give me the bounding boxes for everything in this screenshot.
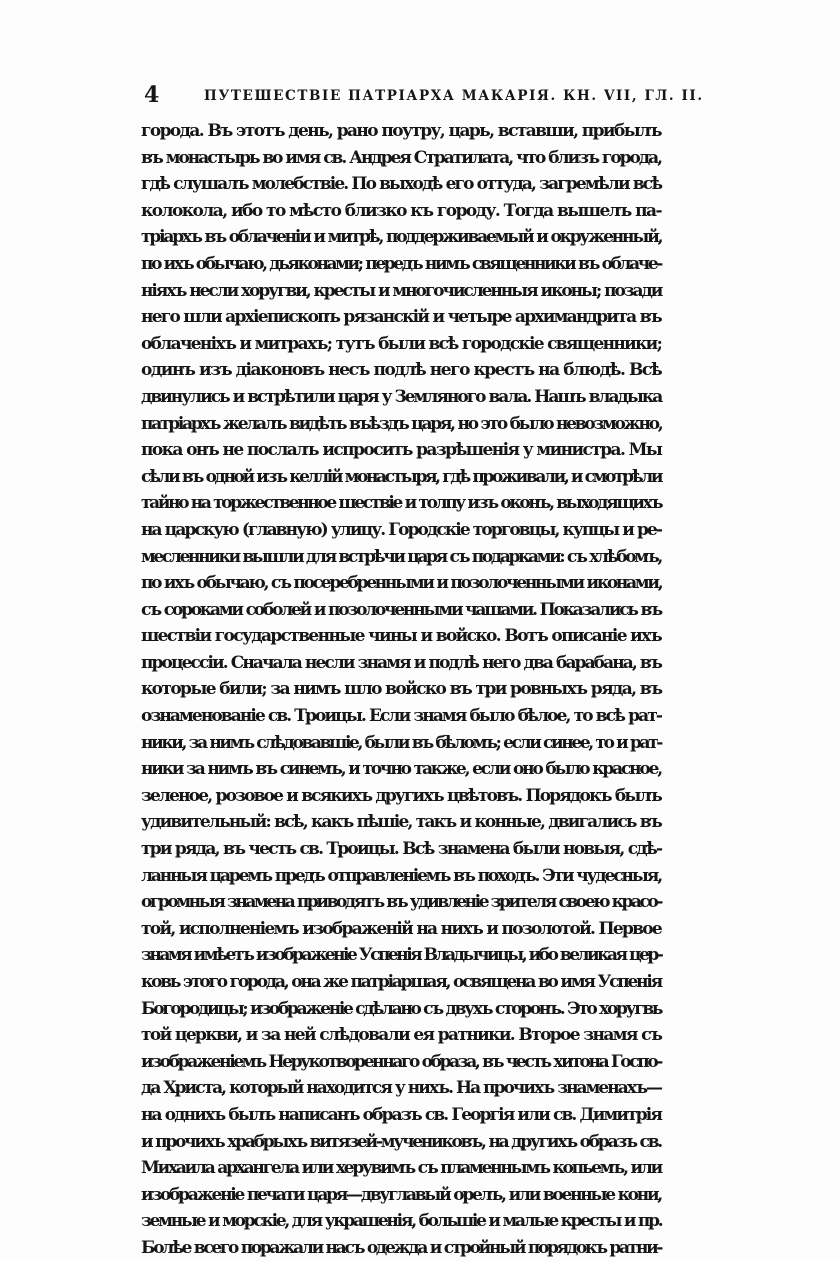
text-line: на однихъ былъ написанъ образъ св. Георгія или св. Димитрія bbox=[141, 1104, 661, 1125]
text-line: гдѣ слушалъ молебствіе. По выходѣ его оттуда, загремѣли всѣ bbox=[141, 174, 662, 195]
text-line: три ряда, въ честь св. Троицы. Всѣ знамена были новыя, сдѣ- bbox=[141, 839, 662, 860]
text-line: ніяхъ несли хоругви, кресты и многочисленныя иконы; позади bbox=[141, 280, 662, 301]
text-line: облаченіхъ и митрахъ; тутъ были всѣ городскіе священники; bbox=[141, 333, 662, 354]
text-line: Богородицы; изображеніе сдѣлано съ двухъ сторонъ. Это хоругвь bbox=[141, 998, 662, 1019]
text-line: изображеніемъ Нерукотвореннаго образа, въ честь хитона Госпо- bbox=[141, 1051, 661, 1072]
body-text bbox=[141, 118, 661, 1262]
text-line: пока онъ не послалъ испросить разрѣшенія у министра. Мы bbox=[141, 440, 662, 461]
text-line: съ сороками соболей и позолоченными чашами. Показались въ bbox=[141, 599, 661, 620]
text-line: удивительный: всѣ, какъ пѣшіе, такъ и конные, двигались въ bbox=[141, 812, 661, 833]
text-line: одинъ изъ діаконовъ несъ подлѣ него крестъ на блюдѣ. Всѣ bbox=[141, 360, 662, 381]
text-line: въ монастырь во имя св. Андрея Стратилата, что близъ города, bbox=[141, 147, 662, 168]
text-line: патріархъ желалъ видѣть въѣздъ царя, но это было невозможно, bbox=[141, 413, 662, 434]
page-header bbox=[144, 82, 704, 110]
text-line: земные и морскіе, для украшенія, большіе и малые кресты и пр. bbox=[141, 1211, 662, 1232]
text-line: по ихъ обычаю, дьяконами; передъ нимъ священники въ облаче- bbox=[141, 253, 661, 274]
text-line: него шли архіепископъ рязанскій и четыре архимандрита въ bbox=[141, 307, 661, 328]
text-line: на царскую (главную) улицу. Городскіе торговцы, купцы и ре- bbox=[141, 519, 662, 540]
text-line: шествіи государственные чины и войско. Вотъ описаніе ихъ bbox=[141, 626, 662, 647]
text-line: Михаила архангела или херувимъ съ пламеннымъ копьемъ, или bbox=[141, 1158, 661, 1179]
text-line: тайно на торжественное шествіе и толпу изъ оконъ, выходящихъ bbox=[141, 493, 662, 514]
text-line: двинулись и встрѣтили царя у Земляного вала. Нашъ владыка bbox=[141, 386, 662, 407]
text-line: месленники вышли для встрѣчи царя съ подарками: съ хлѣбомъ, bbox=[141, 546, 661, 567]
text-line: ознаменованіе св. Троицы. Если знамя было бѣлое, то всѣ рат- bbox=[141, 706, 661, 727]
text-line: которые били; за нимъ шло войско въ три ровныхъ ряда, въ bbox=[141, 679, 662, 700]
text-line: по ихъ обычаю, съ посеребренными и позолоченными иконами, bbox=[141, 573, 662, 594]
text-line: да Христа, который находится у нихъ. На прочихъ знаменахъ— bbox=[141, 1078, 662, 1099]
text-line: процессіи. Сначала несли знамя и подлѣ него два барабана, въ bbox=[141, 652, 661, 673]
text-line: и прочихъ храбрыхъ витязей-мучениковъ, на другихъ образъ св. bbox=[141, 1131, 661, 1152]
text-line: ланныя царемъ предъ отправленіемъ въ походъ. Эти чудесныя, bbox=[141, 865, 661, 886]
text-line: изображеніе печати царя—двуглавый орелъ, или военные кони, bbox=[141, 1184, 661, 1205]
running-title: ПУТЕШЕСТВІЕ ПАТРІАРХА МАКАРІЯ. КН. VII, ГЛ. II. bbox=[204, 88, 704, 104]
text-line: ники, за нимъ слѣдовавшіе, были въ бѣломъ; если синее, то и рат- bbox=[141, 732, 661, 753]
text-line: Болѣе всего поражали насъ одежда и стройный порядокъ ратни- bbox=[141, 1237, 662, 1258]
text-line: той, исполненіемъ изображеній на нихъ и позолотой. Первое bbox=[141, 918, 661, 939]
text-line: знамя имѣетъ изображеніе Успенія Владычицы, ибо великая цер- bbox=[141, 945, 662, 966]
text-line: зеленое, розовое и всякихъ другихъ цвѣтовъ. Порядокъ былъ bbox=[141, 785, 661, 806]
text-line: тріархъ въ облаченіи и митрѣ, поддерживаемый и окруженный, bbox=[141, 227, 662, 248]
text-line: ковь этого города, она же патріаршая, освящена во имя Успенія bbox=[141, 972, 661, 992]
text-line: огромныя знамена приводятъ въ удивленіе зрителя своею красо- bbox=[141, 892, 662, 913]
text-line: колокола, ибо то мѣсто близко къ городу. Тогда вышелъ па- bbox=[141, 200, 661, 221]
text-line: сѣли въ одной изъ келлій монастыря, гдѣ проживали, и смотрѣли bbox=[141, 466, 662, 487]
page-number: 4 bbox=[144, 82, 160, 108]
text-line: той церкви, и за ней слѣдовали ея ратники. Второе знамя съ bbox=[141, 1025, 662, 1046]
text-line: ники за нимъ въ синемъ, и точно также, если оно было красное, bbox=[141, 759, 661, 780]
text-line: города. Въ этотъ день, рано поутру, царь, вставши, прибылъ bbox=[141, 121, 662, 141]
